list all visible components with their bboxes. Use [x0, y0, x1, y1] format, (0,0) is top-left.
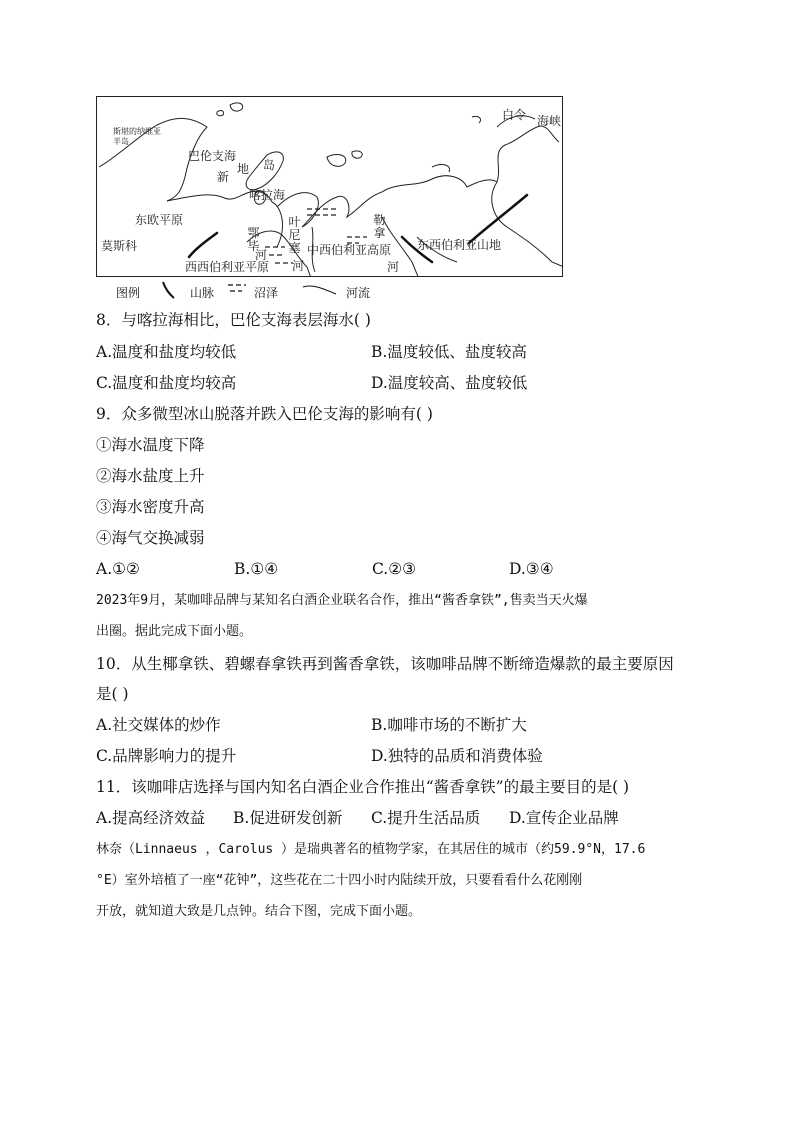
label-ob: 鄂毕: [247, 226, 260, 253]
legend-swamp: 沼泽: [254, 286, 279, 300]
label-he2: 河: [292, 259, 305, 273]
q8-stem: 8．与喀拉海相比，巴伦支海表层海水( ): [96, 311, 371, 329]
label-strait: 海峡: [537, 114, 562, 128]
q11-option-d[interactable]: D.宣传企业品牌: [509, 809, 619, 827]
passage1-line2: 出圈。据此完成下面小题。: [96, 624, 253, 639]
label-novaya: 新: [217, 170, 230, 184]
q10-stem-line2: 是( ): [96, 685, 129, 703]
label-he1: 河: [255, 248, 268, 262]
passage2-line3: 开放，就知道大致是几点钟。结合下图，完成下面小题。: [96, 904, 422, 919]
legend-title: 图例: [116, 286, 141, 300]
q11-option-a[interactable]: A.提高经济效益: [96, 809, 206, 827]
river-symbol-icon: [302, 282, 338, 299]
label-zemlya-di: 地: [237, 162, 250, 176]
passage2-line2: °E）室外培植了一座“花钟”，这些花在二十四小时内陆续开放，只要看看什么花刚刚: [96, 873, 583, 888]
q8-option-a[interactable]: A.温度和盐度均较低: [96, 343, 237, 361]
q10-stem-line1: 10．从生椰拿铁、碧螺春拿铁再到酱香拿铁，该咖啡品牌不断缔造爆款的最主要原因: [96, 655, 674, 673]
label-moscow: 莫斯科: [101, 239, 138, 253]
passage2-line1: 林奈（Linnaeus ，Carolus ）是瑞典著名的植物学家，在其居住的城市（约59.9°N，17.6: [96, 842, 646, 857]
label-east-siberia: 东西伯利亚山地: [417, 238, 502, 252]
q8-option-d[interactable]: D.温度较高、盐度较低: [371, 374, 528, 392]
q10-option-b[interactable]: B.咖啡市场的不断扩大: [371, 716, 527, 734]
q9-item-1: ①海水温度下降: [96, 436, 205, 454]
passage1-line1: 2023年9月，某咖啡品牌与某知名白酒企业联名合作，推出“酱香拿铁”,售卖当天火爆: [96, 593, 588, 608]
q11-stem: 11．该咖啡店选择与国内知名白酒企业合作推出“酱香拿铁”的最主要目的是( ): [96, 778, 630, 796]
q10-option-a[interactable]: A.社交媒体的炒作: [96, 716, 221, 734]
q9-option-d[interactable]: D.③④: [509, 560, 554, 578]
q9-option-c[interactable]: C.②③: [372, 560, 417, 578]
mountain-symbol-icon: [160, 280, 176, 303]
q9-item-3: ③海水密度升高: [96, 498, 205, 516]
legend-river: 河流: [346, 286, 371, 300]
q11-option-c[interactable]: C.提升生活品质: [371, 809, 481, 827]
russia-map: [96, 96, 563, 277]
q11-option-b[interactable]: B.促进研发创新: [233, 809, 343, 827]
q9-option-b[interactable]: B.①④: [234, 560, 279, 578]
q9-stem: 9．众多微型冰山脱落并跌入巴伦支海的影响有( ): [96, 405, 433, 423]
q8-option-b[interactable]: B.温度较低、盐度较高: [371, 343, 527, 361]
label-yenisei: 叶尼塞: [288, 215, 301, 255]
label-barents: 巴伦支海: [188, 149, 237, 163]
label-kara: 喀拉海: [249, 188, 286, 202]
label-he3: 河: [387, 260, 400, 274]
q10-option-d[interactable]: D.独特的品质和消费体验: [371, 747, 543, 765]
label-lena: 勒拿: [373, 213, 386, 240]
q9-item-4: ④海气交换减弱: [96, 529, 205, 547]
label-bering: 白令: [502, 108, 527, 122]
label-central-siberia: 中西伯利亚高原: [307, 243, 392, 257]
q10-option-c[interactable]: C.品牌影响力的提升: [96, 747, 237, 765]
q9-item-2: ②海水盐度上升: [96, 467, 205, 485]
legend-mountain: 山脉: [190, 286, 215, 300]
swamp-symbol-icon: [226, 281, 248, 298]
label-zemlya-dao: 岛: [263, 158, 276, 172]
label-west-siberia: 西西伯利亚平原: [185, 260, 270, 274]
q9-option-a[interactable]: A.①②: [96, 560, 140, 578]
q8-option-c[interactable]: C.温度和盐度均较高: [96, 374, 237, 392]
label-east-europe: 东欧平原: [135, 213, 184, 227]
label-scandinavia: 斯堪的纳维亚半岛: [113, 127, 161, 146]
